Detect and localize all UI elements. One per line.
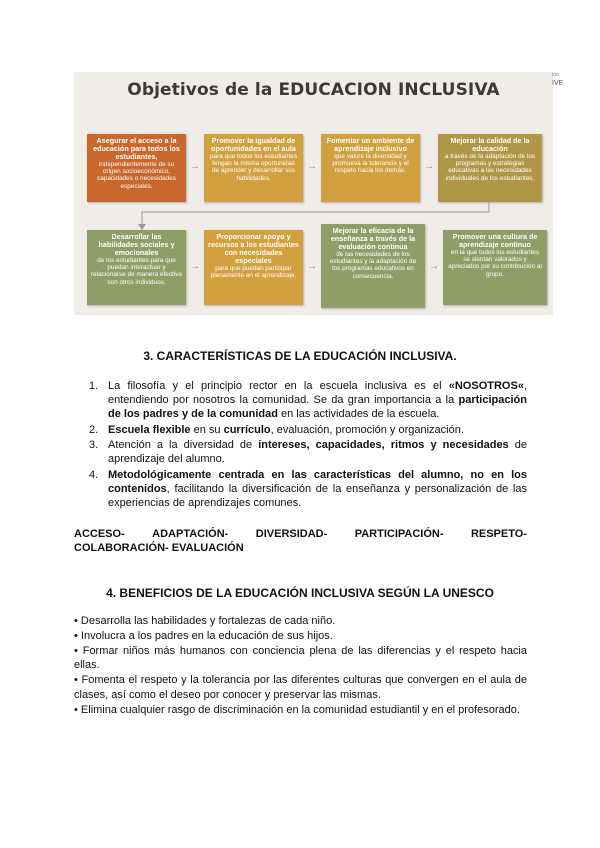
keyword: DIVERSIDAD- (255, 528, 328, 540)
bullet-item: • Elimina cualquier rasgo de discriminación en la comunidad estudiantil y en el profesorado. (74, 703, 520, 716)
objective-box-5 (87, 230, 186, 305)
objective-box-1-body: independientemente de su origen socioeconómico, capacidades o necesidades especiales. (97, 161, 176, 190)
objective-box-4-body: a través de la adaptación de los programas y estrategias educativas a las necesidades individuales de los estudiantes. (444, 153, 536, 182)
bullet-item: • Fomenta el respeto y la tolerancia por las diferentes culturas que convergen en el aula de clases, así como el deseo por conocer y preservar las mismas. (74, 674, 527, 701)
list-bold-text: «NOSOTROS« (448, 380, 524, 392)
bullet-item: • Involucra a los padres en la educación de sus hijos. (74, 629, 333, 642)
keyword: RESPETO- (470, 528, 527, 540)
infographic-title: Objetivos de la EDUCACION INCLUSIVA (127, 80, 500, 100)
list-number: 1. (89, 380, 99, 392)
arrow-right-icon: → (429, 261, 439, 272)
list-text: Atención a la diversidad de (108, 439, 259, 452)
keyword: PARTICIPACIÓN- (354, 528, 444, 540)
objective-box-7 (321, 224, 425, 308)
objective-box-3 (321, 134, 420, 202)
objective-box-2-title: Promover la igualdad de oportunidades en el aula (211, 136, 296, 153)
list-item (89, 438, 527, 466)
benefits-list (74, 614, 527, 718)
list-item (89, 468, 527, 511)
list-text: , evaluación, promoción y organización. (270, 423, 464, 436)
bullet-item: • Desarrolla las habilidades y fortalezas de cada niño. (74, 615, 336, 627)
list-text: de aprendizaje del alumno. (108, 439, 527, 466)
list-number: 4. (89, 468, 99, 481)
list-bold-text: Metodológicamente centrada en las características del alumno, no en los contenidos (108, 468, 527, 495)
objective-box-3-title: Fomentar un ambiente de aprendizaje inclusivo (326, 136, 415, 153)
arrow-right-icon: → (307, 261, 317, 272)
keywords-block (74, 528, 527, 555)
list-text: , facilitando la diversificación de la enseñanza y personalización de las experiencias de aprendizajes comunes. (108, 482, 527, 510)
list-text: en su (190, 423, 224, 436)
objective-box-3-body: que valore la diversidad y promueva la tolerancia y el respeto hacia los demás. (332, 153, 409, 175)
objective-box-8-body: en la que todos los estudiantes se sientan valorados y apreciados por su contribución al grupo. (448, 249, 542, 278)
objective-box-8 (443, 230, 547, 305)
objective-box-4 (438, 134, 542, 202)
section-4-heading: 4. BENEFICIOS DE LA EDUCACIÓN INCLUSIVA SEGÚN LA UNESCO (106, 586, 494, 600)
list-text: La filosofía y el principio rector en la escuela inclusiva es el (108, 380, 449, 392)
list-text: , entendiendo por nosotros la comunidad. Se da gran importancia a la (108, 380, 527, 407)
list-bold-text: Escuela flexible (108, 423, 191, 436)
objective-box-2 (204, 134, 303, 202)
objective-box-7-title: Mejorar la eficacia de la enseñanza a través de la evaluación continua (330, 226, 416, 251)
list-bold-text: intereses, capacidades, ritmos y necesidades (258, 439, 509, 452)
keywords-line-1 (74, 528, 527, 542)
objective-box-1 (87, 134, 186, 202)
keywords-line-2: COLABORACIÓN- EVALUACIÓN (74, 541, 244, 554)
arrow-right-icon: → (307, 161, 317, 172)
section-3-heading: 3. CARACTERÍSTICAS DE LA EDUCACIÓN INCLUSIVA. (143, 349, 457, 363)
objective-box-7-body: de las necesidades de los estudiantes y la adaptación de los programas educativos en consecuencia. (329, 251, 417, 280)
list-bold-text: participación de los padres y de la comunidad (108, 394, 527, 421)
row-connector-arrow-icon (134, 202, 494, 232)
objective-box-6 (204, 230, 303, 305)
objective-box-6-title: Proporcionar apoyo y recursos a los estudiantes con necesidades especiales (208, 232, 299, 265)
arrow-right-icon: → (424, 161, 434, 172)
corner-label-top: ión (552, 72, 559, 78)
list-item (89, 423, 527, 437)
characteristics-list (89, 379, 527, 512)
objectives-infographic (74, 72, 553, 315)
objective-box-5-title: Desarrollar las habilidades sociales y emocionales (98, 232, 175, 257)
objective-box-4-title: Mejorar la calidad de la educación (450, 136, 530, 153)
list-item (89, 379, 527, 422)
objective-box-6-body: para que puedan participar plenamente en el aprendizaje. (210, 265, 297, 280)
objective-box-8-title: Promover una cultura de aprendizaje continuo (452, 232, 538, 249)
corner-label-bottom: IVE (552, 80, 564, 87)
list-number: 2. (89, 423, 99, 436)
list-number: 3. (89, 439, 99, 452)
arrow-right-icon: → (190, 261, 200, 272)
list-bold-text: currículo (223, 423, 271, 436)
arrow-right-icon: → (190, 161, 200, 172)
keyword: ADAPTACIÓN- (152, 528, 229, 540)
list-text: en las actividades de la escuela. (277, 408, 440, 421)
keyword: ACCESO- (74, 528, 125, 540)
bullet-item: • Formar niños más humanos con conciencia plena de las diferencias y el respeto hacia ellas. (74, 644, 527, 672)
objective-box-2-body: para que todos los estudiantes tengan la misma oportunidad de aprender y desarrollar sus habilidades. (209, 153, 298, 182)
objective-box-5-body: de los estudiantes para que puedan interactuar y relacionarse de manera efectiva con otros individuos. (91, 257, 182, 286)
objective-box-1-title: Asegurar el acceso a la educación para todos los estudiantes, (93, 136, 180, 161)
